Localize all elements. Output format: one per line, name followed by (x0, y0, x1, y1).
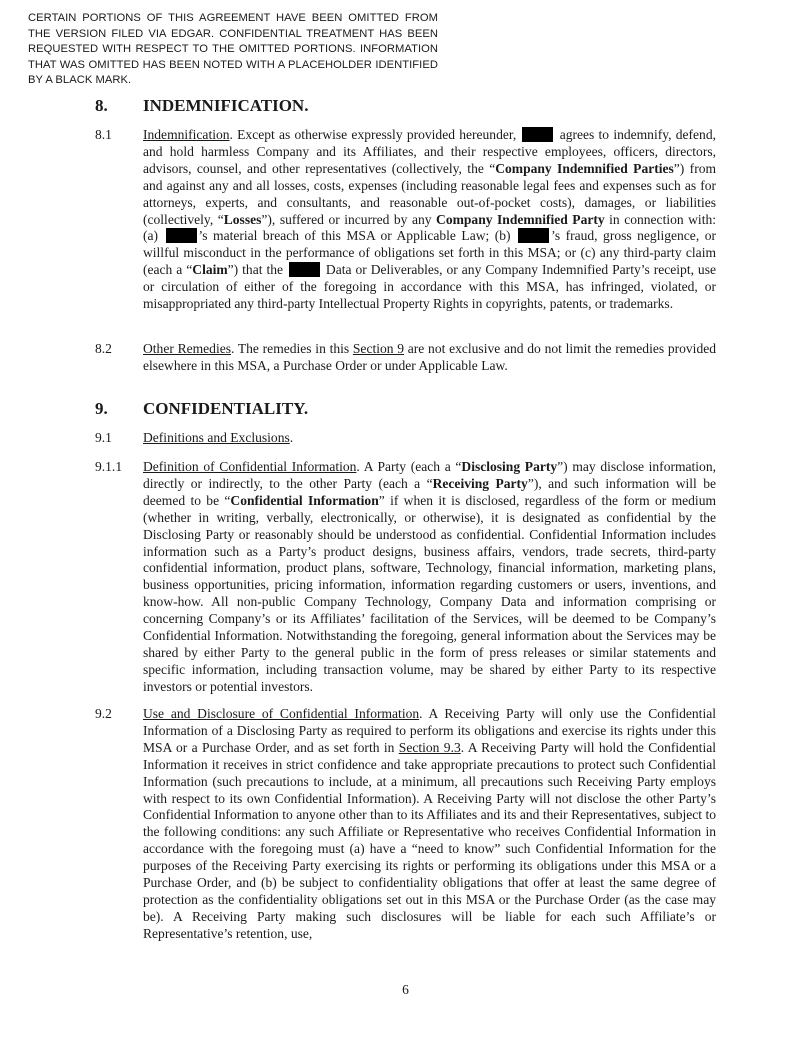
redaction-mark (289, 262, 320, 277)
clause-text: Data or Deliverables, or any Company Indemnified Party’s receipt, use or circulation of either of the foregoing in accordance with this MSA, has infringed, violated, or misappropriated any third-party Intellectual Property Rights in copyrights, patents, or trademarks. (143, 262, 716, 312)
clause-body (143, 706, 716, 943)
clause-text: ”), suffered or incurred by any (261, 211, 437, 227)
defined-term: Company Indemnified Party (436, 211, 605, 227)
clause-8-2 (95, 341, 716, 375)
clause-text: . (289, 430, 294, 445)
clause-number: 8.2 (95, 341, 112, 356)
clause-text: . A Party (each a “ (356, 459, 462, 474)
section-9-number: 9. (95, 399, 108, 418)
clause-9-1 (95, 430, 716, 447)
clause-heading: Indemnification (143, 127, 230, 142)
clause-text: are not exclusive and do not limit the remedies provided elsewhere in this MSA, a Purchase Order or under Applicable Law. (143, 341, 717, 373)
clause-heading: Use and Disclosure of Confidential Information (143, 706, 420, 721)
clause-body (143, 341, 716, 375)
defined-term: Disclosing Party (461, 459, 558, 474)
clause-text: agrees to indemnify, defend, and hold harmless Company and its Affiliates, and their respective employees, officers, directors, advisors, counsel, and other representatives (collectively, the “ (143, 127, 716, 176)
redaction-mark (522, 127, 553, 142)
clause-text: . The remedies in this (231, 341, 353, 356)
clause-number: 8.1 (95, 127, 112, 142)
defined-term: Company Indemnified Parties (495, 160, 674, 176)
clause-text: . A Receiving Party will hold the Confidential Information it receives in strict confidence and take appropriate precautions to protect such Confidential Information (such precautions to include, at a minimum, all precautions such Receiving Party employs with respect to its own Confidential Information). A Receiving Party will not disclose the other Party’s Confidential Information to anyone other than to its Affiliates and its and their Representatives, subject to the following conditions: any such Affiliate or Representative who receives Confidential Information in accordance with the foregoing must (a) have a “need to know” such Confidential Information for the purposes of the Receiving Party exercising its rights or performing its obligations under this MSA or a Purchase Order, and (b) be subject to confidentiality obligations that offer at least the same degree of protection as the confidentiality obligations set out in this MSA or the Purchase Order (as the case may be). A Receiving Party making such disclosures will be liable for each such Affiliate’s or Representative’s retention, use, (143, 739, 716, 941)
clause-text: ’s material breach of this MSA or Applicable Law; (b) (198, 228, 517, 244)
clause-heading: Definitions and Exclusions (143, 430, 290, 445)
defined-term: Losses (223, 211, 262, 227)
redaction-mark (166, 228, 197, 243)
clause-heading: Other Remedies (143, 341, 231, 356)
redaction-mark (518, 228, 549, 243)
clause-text: ’s fraud, gross negligence, or willful misconduct in the performance of obligations set forth in this MSA; or (c) any third-party claim (each a “ (143, 228, 716, 278)
clause-number: 9.2 (95, 706, 112, 721)
clause-text: . Except as otherwise expressly provided hereunder, (229, 127, 521, 142)
clause-heading: Definition of Confidential Information (143, 459, 357, 474)
clause-8-1 (95, 127, 716, 313)
section-8-heading (95, 96, 308, 116)
clause-text: ”) may disclose information, directly or indirectly, to the other Party (each a “ (143, 459, 716, 491)
confidential-treatment-notice: CERTAIN PORTIONS OF THIS AGREEMENT HAVE BEEN OMITTED FROM THE VERSION FILED VIA EDGAR. CONFIDENTIAL TREATMENT HAS BEEN REQUESTED WITH RESPECT TO THE OMITTED PORTIONS. INFORMATION THAT WAS OMITTED HAS BEEN NOTED WITH A PLACEHOLDER IDENTIFIED BY A BLACK MARK. (28, 12, 438, 87)
clause-9-1-1 (95, 459, 716, 696)
section-reference: Section 9 (352, 341, 405, 356)
page-number: 6 (402, 982, 409, 997)
section-reference: Section 9.3 (398, 739, 461, 755)
defined-term: Claim (192, 262, 228, 278)
clause-body (143, 127, 716, 313)
clause-number: 9.1 (95, 430, 112, 445)
clause-text: ”), and such information will be deemed to be “ (143, 475, 716, 508)
defined-term: Confidential Information (230, 492, 379, 508)
clause-text: in connection with: (a) (143, 211, 717, 244)
clause-body (143, 459, 716, 696)
section-9-heading (95, 399, 308, 419)
clause-text: ”) that the (227, 262, 287, 278)
clause-body (143, 430, 716, 447)
defined-term: Receiving Party (432, 475, 528, 491)
clause-9-2 (95, 706, 716, 943)
clause-text: . A Receiving Party will only use the Confidential Information of a Disclosing Party as required to perform its obligations and exercise its rights under this MSA or a Purchase Order, and as set forth in (143, 706, 716, 755)
section-8-title: INDEMNIFICATION. (143, 96, 309, 115)
section-9-title: CONFIDENTIALITY. (143, 399, 309, 418)
clause-text: ” if when it is disclosed, regardless of the form or medium (whether in writing, verbally, electronically, or otherwise), it is designated as confidential by the Disclosing Party or reasonably should be understood as confidential. Confidential Information includes information such as a Party’s product designs, business affairs, vendors, trade secrets, third-party confidential information, product plans, software, Technology, financial information, marketing plans, business opportunities, pricing information, information regarding customers or users, inventions, and know-how. All non-public Company Technology, Company Data and information comprising or concerning Company’s or its Affiliates’ facilitation of the Services, will be deemed to be Company’s Confidential Information. Notwithstanding the foregoing, general information about the Services may be shared by either Party to the general public in the form of press releases or similar statements and specific information, including transaction volume, may be shared by either Party to its respective investors or potential investors. (143, 492, 716, 694)
clause-text: ”) from and against any and all losses, costs, expenses (including reasonable legal fees and expenses such as for attorneys, experts, and consultants, and reasonable out-of-pocket costs), damages, or liabilities (collectively, “ (143, 160, 717, 227)
clause-number: 9.1.1 (95, 459, 123, 474)
section-8-number: 8. (95, 96, 108, 115)
